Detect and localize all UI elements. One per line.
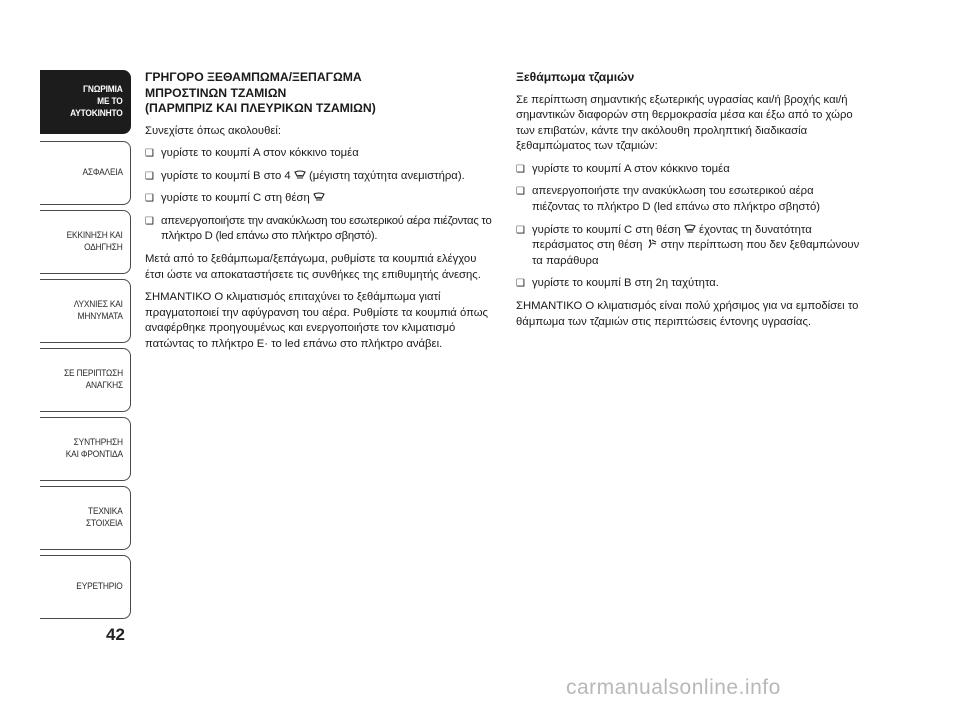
step-item: [516, 276, 861, 292]
windshield-defrost-icon: [684, 224, 696, 234]
step-text: γυρίστε το κουμπί A στον κόκκινο τομέα: [532, 162, 730, 175]
step-item: [516, 223, 861, 270]
step-text: έχοντας τη δυνατότητα περάσματος στη θέση: [532, 223, 812, 252]
step-text: γυρίστε το κουμπί B στο 4: [161, 169, 291, 182]
tab-warning-lights[interactable]: [40, 279, 131, 343]
step-text: στην περίπτωση που δεν ξεθαμπώνουν τα παράθυρα: [532, 239, 860, 267]
tab-label: ΣΥΝΤΗΡΗΣΗ ΚΑΙ ΦΡΟΝΤΙΔΑ: [65, 437, 123, 460]
watermark: carmanualsonline.info: [566, 676, 781, 699]
step-item: [145, 169, 497, 185]
airflow-seat-icon: [646, 239, 658, 249]
left-column: [145, 70, 497, 353]
tab-technical-data[interactable]: [40, 486, 131, 550]
step-item: [145, 214, 497, 245]
step-item: [516, 162, 861, 178]
tab-maintenance[interactable]: [40, 417, 131, 481]
windshield-defrost-icon: [294, 170, 306, 180]
tab-label: ΤΕΧΝΙΚΑ ΣΤΟΙΧΕΙΑ: [86, 506, 123, 529]
step-text: γυρίστε το κουμπί C στη θέση: [161, 192, 310, 205]
important-note: ΣΗΜΑΝΤΙΚΟ Ο κλιματισμός επιταχύνει το ξεθάμπωμα γιατί πραγματοποιεί την αφύγρανση του αέρα. Ρυθμίστε τα κουμπιά όπως αναφέρθηκε προηγουμένως και ενεργοποιήστε τον κλιματισμό πατώντας το πλήκτρο E· το led επάνω στο πλήκτρο ανάβει.: [145, 291, 488, 351]
tab-label: ΓΝΩΡΙΜΙΑ ΜΕ ΤΟ ΑΥΤΟΚΙΝΗΤΟ: [70, 84, 123, 119]
section-title: ΓΡΗΓΟΡΟ ΞΕΘΑΜΠΩΜΑ/ΞΕΠΑΓΩΜΑ ΜΠΡΟΣΤΙΝΩΝ ΤΖΑΜΙΩΝ (ΠΑΡΜΠΡΙΖ ΚΑΙ ΠΛΕΥΡΙΚΩΝ ΤΖΑΜΙΩΝ): [145, 70, 376, 115]
tab-label: ΑΣΦΑΛΕΙΑ: [82, 167, 123, 178]
tab-index[interactable]: [40, 555, 131, 619]
important-note: ΣΗΜΑΝΤΙΚΟ Ο κλιματισμός είναι πολύ χρήσιμος για να εμποδίσει το θάμπωμα των τζαμιών στις περιπτώσεις έντονης υγρασίας.: [516, 300, 859, 328]
right-column: [516, 70, 861, 330]
step-text: γυρίστε το κουμπί C στη θέση: [532, 223, 681, 236]
step-text: γυρίστε το κουμπί B στη 2η ταχύτητα.: [532, 277, 719, 290]
tab-emergency[interactable]: [40, 348, 131, 412]
step-item: [145, 146, 497, 162]
windshield-defrost-icon: [313, 192, 325, 202]
step-item: [145, 191, 497, 207]
tab-label: ΕΚΚΙΝΗΣΗ ΚΑΙ ΟΔΗΓΗΣΗ: [66, 230, 123, 253]
tab-getting-to-know-car[interactable]: [40, 70, 131, 134]
step-text: απενεργοποιήστε την ανακύκλωση του εσωτερικού αέρα πιέζοντας το πλήκτρο D (led επάνω στο πλήκτρο σβηστό).: [161, 214, 492, 243]
tab-starting-driving[interactable]: [40, 210, 131, 274]
section-title: Ξεθάμπωμα τζαμιών: [516, 70, 635, 84]
step-item: [516, 184, 861, 215]
page-number: 42: [106, 625, 125, 644]
step-text: γυρίστε το κουμπί A στον κόκκινο τομέα: [161, 147, 359, 160]
intro-text: Συνεχίστε όπως ακολουθεί:: [145, 124, 282, 137]
tab-label: ΛΥΧΝΙΕΣ ΚΑΙ ΜΗΝΥΜΑΤΑ: [73, 299, 123, 322]
tab-label: ΕΥΡΕΤΗΡΙΟ: [76, 581, 123, 592]
intro-text: Σε περίπτωση σημαντικής εξωτερικής υγρασίας και/ή βροχής και/ή σημαντικών διαφορών στη θερμοκρασία μέσα και έξω από το χώρο των επιβατών, κάντε την ακόλουθη προληπτική διαδικασία ξεθαμπώματος των τζαμιών:: [516, 93, 853, 153]
step-text: (μέγιστη ταχύτητα ανεμιστήρα).: [308, 169, 465, 182]
tab-safety[interactable]: [40, 141, 131, 205]
step-text: απενεργοποιήστε την ανακύκλωση του εσωτερικού αέρα πιέζοντας το πλήκτρο D (led επάνω στο πλήκτρο σβηστό): [532, 185, 821, 214]
paragraph: Μετά από το ξεθάμπωμα/ξεπάγωμα, ρυθμίστε τα κουμπιά ελέγχου έτσι ώστε να αποκαταστήσετε τις συνθήκες της επιθυμητής άνεσης.: [145, 253, 481, 281]
tab-label: ΣΕ ΠΕΡΙΠΤΩΣΗ ΑΝΑΓΚΗΣ: [64, 368, 123, 391]
